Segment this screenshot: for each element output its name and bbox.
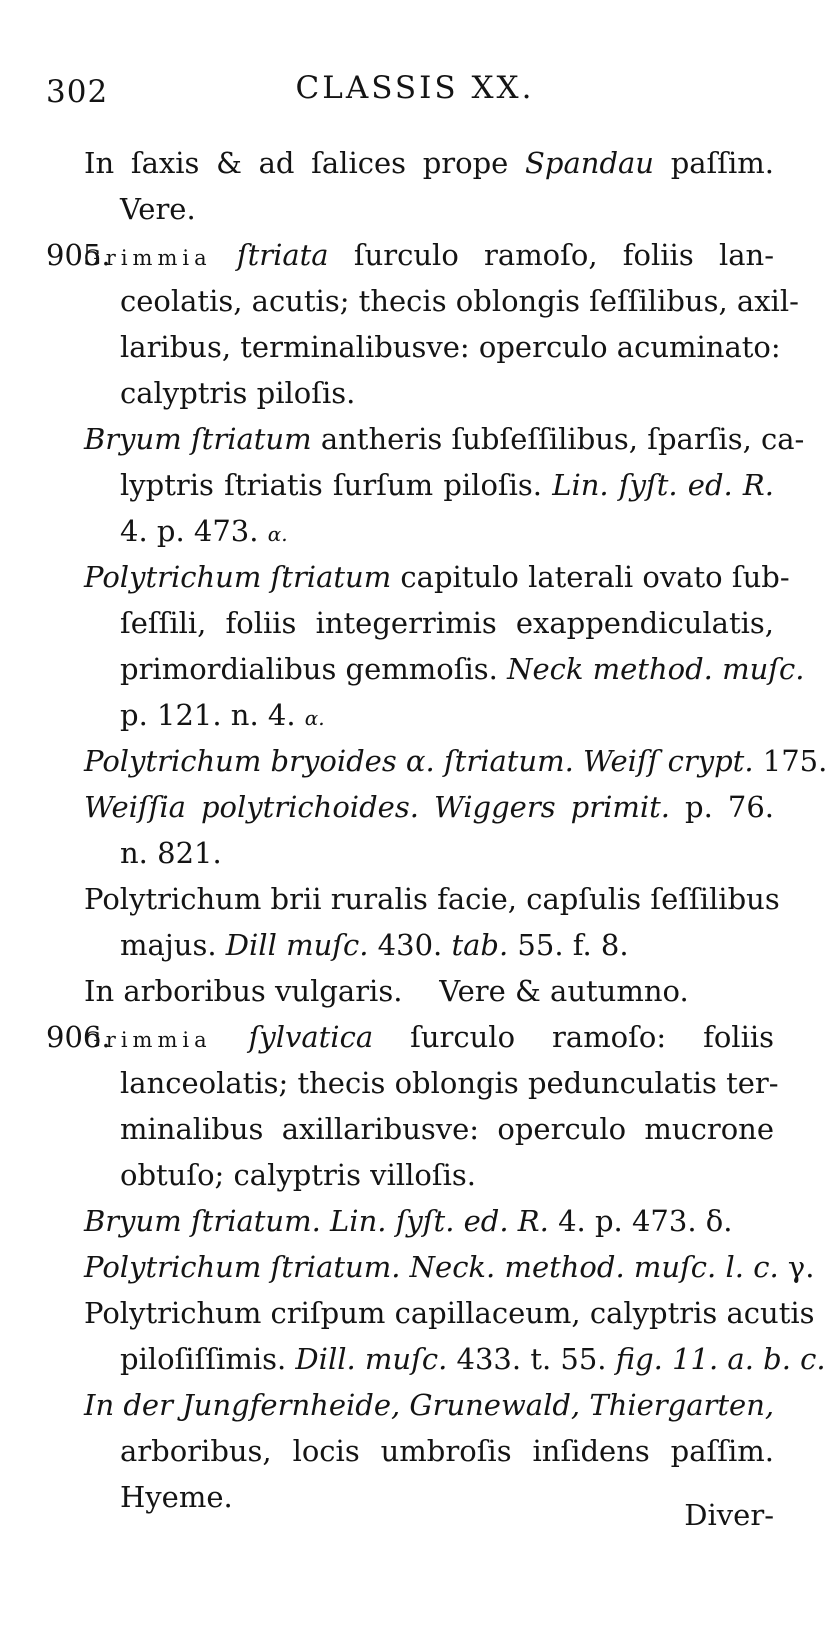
catchword: Diver- xyxy=(684,1498,774,1532)
synonym-line: Polytrichum ſtriatum capitulo laterali ovato ſub- xyxy=(84,560,790,594)
text-line: lyptris ſtriatis ſurſum piloſis. Lin. ſyſt. ed. R. xyxy=(120,468,774,502)
genus-name: Grimmia xyxy=(84,1028,212,1052)
text-line: n. 821. xyxy=(120,836,222,870)
synonym-line: Weiſſia polytrichoides. Wiggers primit. p. 76. xyxy=(84,790,775,824)
synonym-line: Polytrichum brii ruralis facie, capſulis ſeſſilibus xyxy=(84,882,780,916)
entry-906-heading: 906. Grimmia ſylvatica ſurculo ramoſo: foliis xyxy=(84,1014,774,1060)
habitat-line: In arboribus vulgaris. Vere & autumno. xyxy=(84,974,689,1008)
genus-name: Grimmia xyxy=(84,246,212,270)
entry-number: 906. xyxy=(46,1020,111,1054)
synonym-line: Polytrichum ſtriatum. Neck. method. muſc. l. c. γ. xyxy=(84,1250,815,1284)
species-name: ſylvatica xyxy=(248,1020,374,1054)
text-line: Hyeme. xyxy=(120,1480,233,1514)
text-line: minalibus axillaribusve: operculo mucrone xyxy=(120,1112,774,1146)
text-line: In ſaxis & ad ſalices prope Spandau paſſim. xyxy=(84,146,775,180)
synonym-line: Polytrichum bryoides α. ſtriatum. Weiſſ crypt. 175. xyxy=(84,744,828,778)
text-line: majus. Dill muſc. 430. tab. 55. f. 8. xyxy=(120,928,629,962)
text-line: arboribus, locis umbroſis inſidens paſſim. xyxy=(120,1434,774,1468)
entry-905-heading: 905. Grimmia ſtriata ſurculo ramoſo, foliis lan- xyxy=(84,232,774,278)
synonym-line: Bryum ſtriatum. Lin. ſyſt. ed. R. 4. p. 473. δ. xyxy=(84,1204,733,1238)
text-line: ſeſſili, foliis integerrimis exappendiculatis, xyxy=(120,606,774,640)
text-line: 4. p. 473. α. xyxy=(120,514,288,548)
page-body xyxy=(46,140,828,1520)
synonym-line: Polytrichum criſpum capillaceum, calyptris acutis xyxy=(84,1296,815,1330)
synonym-line: Bryum ſtriatum antheris ſubſeſſilibus, ſparſis, ca- xyxy=(84,422,805,456)
habitat-line: In der Jungfernheide, Grunewald, Thiergarten, xyxy=(84,1388,775,1422)
text-line: piloſiſſimis. Dill. muſc. 433. t. 55. fig. 11. a. b. c. xyxy=(120,1342,826,1376)
text-line: Vere. xyxy=(120,192,196,226)
page-number: 302 xyxy=(46,74,109,110)
species-name: ſtriata xyxy=(236,238,329,272)
text-line: obtuſo; calyptris villoſis. xyxy=(120,1158,476,1192)
running-title: CLASSIS XX. xyxy=(295,70,535,106)
text-line: p. 121. n. 4. α. xyxy=(120,698,325,732)
text-line: calyptris piloſis. xyxy=(120,376,356,410)
text-line: primordialibus gemmoſis. Neck method. muſc. xyxy=(120,652,805,686)
text-line: lanceolatis; thecis oblongis pedunculatis ter- xyxy=(120,1066,779,1100)
text-line: laribus, terminalibusve: operculo acuminato: xyxy=(120,330,781,364)
entry-number: 905. xyxy=(46,238,111,272)
text-line: ceolatis, acutis; thecis oblongis ſeſſilibus, axil- xyxy=(120,284,799,318)
